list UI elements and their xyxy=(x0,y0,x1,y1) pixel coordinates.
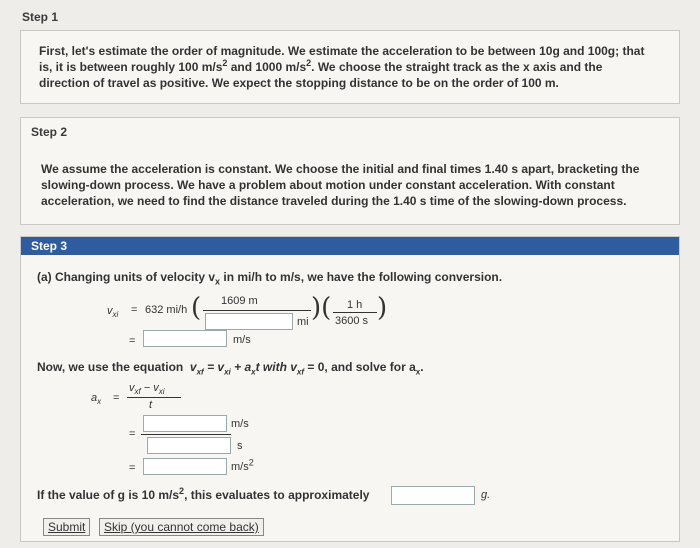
now-line: Now, we use the equation $v_{xf} = v_{xi} + a_xt$ with $v_{xf} = 0$, and solve for $a_x$. xyxy=(37,360,424,377)
frac1-numerator: 1609 m xyxy=(221,295,258,307)
frac4-line xyxy=(141,434,231,435)
equals-1: = xyxy=(131,304,138,316)
vxi-ms-input[interactable] xyxy=(143,330,227,347)
g-value-input[interactable] xyxy=(391,486,475,505)
step2-panel xyxy=(20,117,680,225)
equals-2: = xyxy=(129,335,136,347)
skip-button[interactable]: Skip (you cannot come back) xyxy=(99,518,264,536)
ax-numerator-input[interactable] xyxy=(143,415,227,432)
frac3-numerator: $v_{xf} - v_{xi}$ xyxy=(129,382,165,397)
ax-label: $a_x$ xyxy=(91,392,102,407)
submit-button[interactable]: Submit xyxy=(43,518,90,536)
g-unit: g. xyxy=(481,489,491,501)
if-line: If the value of g is 10 $m/s^2$, this evaluates to approximately xyxy=(37,486,370,502)
step3-panel xyxy=(20,236,680,542)
step1-line3: direction of travel as positive. We expect the stopping distance to be on the order of 100 m. xyxy=(39,76,559,90)
step2-label: Step 2 xyxy=(31,125,68,139)
vxi-label: $v_{xi}$ xyxy=(107,305,119,320)
step1-line2: is, it is between roughly 100 $m/s^2$ and 1000 $m/s^2$. We choose the straight track as the x axis and the xyxy=(39,58,603,74)
step2-line2: slowing-down process. We have a problem about motion under constant acceleration. With constant xyxy=(41,178,615,192)
frac2-denominator: 3600 s xyxy=(335,315,369,327)
step3-part-a: (a) Changing units of velocity $v_x$ in mi/h to m/s, we have the following conversion. xyxy=(37,270,503,287)
step2-line3: acceleration, we need to find the distance traveled during the 1.40 s time of the slowing-down process. xyxy=(41,194,627,208)
frac3-line xyxy=(127,397,181,398)
step1-label: Step 1 xyxy=(22,10,59,24)
equals-4: = xyxy=(129,428,136,440)
unit-ms-1: m/s xyxy=(233,334,251,346)
frac3-denominator: t xyxy=(149,399,153,411)
ax-denominator-input[interactable] xyxy=(147,437,231,454)
left-paren: ( xyxy=(191,293,202,323)
step3-label: Step 3 xyxy=(21,237,679,255)
step1-panel xyxy=(20,30,680,104)
step2-line1: We assume the acceleration is constant. We choose the initial and final times 1.40 s apart, bracketing the xyxy=(41,162,640,176)
right-paren: )( xyxy=(311,293,332,323)
unit-s: s xyxy=(237,440,243,452)
frac1-denominator: mi xyxy=(297,316,309,328)
unit-ms2: $m/s^2$ xyxy=(231,457,254,473)
frac1-input[interactable] xyxy=(205,313,293,330)
equals-5: = xyxy=(129,462,136,474)
unit-ms-2: m/s xyxy=(231,418,249,430)
vxi-value: 632 mi/h xyxy=(145,304,188,316)
frac2-line xyxy=(333,312,377,313)
ax-result-input[interactable] xyxy=(143,458,227,475)
close-paren: ) xyxy=(377,293,388,323)
equals-3: = xyxy=(113,392,120,404)
frac1-line xyxy=(203,310,311,311)
frac2-numerator: 1 h xyxy=(347,299,363,311)
step1-line1: First, let's estimate the order of magnitude. We estimate the acceleration to be between 10g and 100g; that xyxy=(39,44,645,58)
